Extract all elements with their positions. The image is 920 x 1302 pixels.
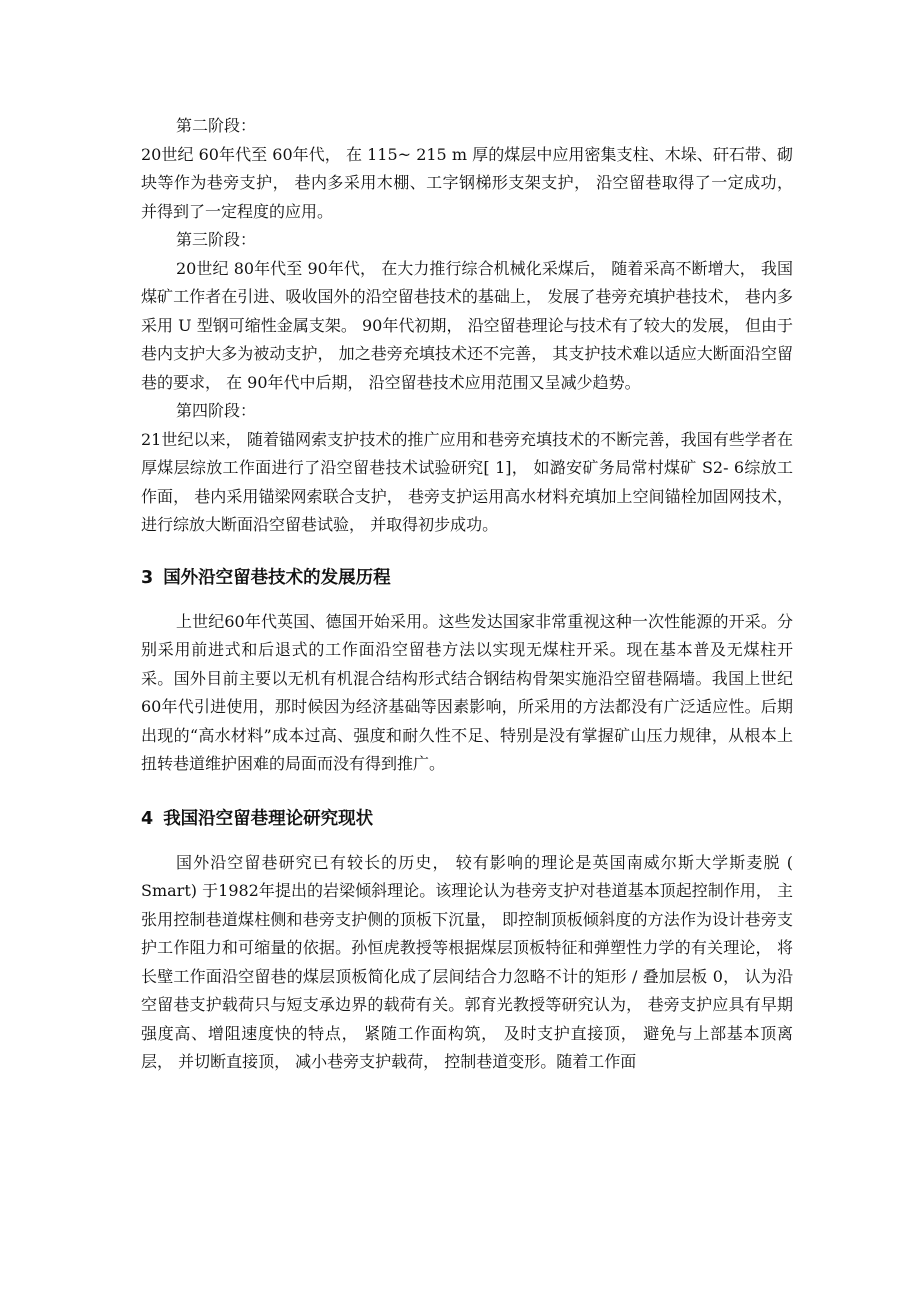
stage4-paragraph: 21世纪以来， 随着锚网索支护技术的推广应用和巷旁充填技术的不断完善，我国有些学者在厚煤层综放工作面进行了沿空留巷技术试验研究[ 1]， 如潞安矿务局常村煤矿 S2- 6综放工作面， 巷内采用锚梁网索联合支护， 巷旁支护运用高水材料充填加上空间锚栓加固网技术， 进行综放大断面沿空留巷试验， 并取得初步成功。 bbox=[141, 429, 793, 534]
section-4-paragraph: 国外沿空留巷研究已有较长的历史， 较有影响的理论是英国南威尔斯大学斯麦脱 ( Smart) 于1982年提出的岩梁倾斜理论。该理论认为巷旁支护对巷道基本顶起控制作用， 主张用控制巷道煤柱侧和巷旁支护侧的顶板下沉量， 即控制顶板倾斜度的方法作为设计巷旁支护工作阻力和可缩量的依据。孙恒虎教授等根据煤层顶板特征和弹塑性力学的有关理论， 将长壁工作面沿空留巷的煤层顶板简化成了层间结合力忽略不计的矩形 / 叠加层板 0， 认为沿空留巷支护载荷只与短支承边界的载荷有关。郭育光教授等研究认为， 巷旁支护应具有早期强度高、增阻速度快的特点， 紧随工作面构筑， 及时支护直接顶， 避免与上部基本顶离层， 并切断直接顶， 减小巷旁支护载荷， 控制巷道变形。随着工作面 bbox=[141, 852, 793, 1071]
section-4-heading bbox=[141, 805, 793, 833]
section-4-title: 我国沿空留巷理论研究现状 bbox=[163, 808, 374, 829]
stage4-label: 第四阶段： bbox=[176, 401, 257, 420]
stage3-paragraph: 20世纪 80年代至 90年代， 在大力推行综合机械化采煤后， 随着采高不断增大， 我国煤矿工作者在引进、吸收国外的沿空留巷技术的基础上， 发展了巷旁充填护巷技术， 巷内多采用 U 型钢可缩性金属支架。 90年代初期， 沿空留巷理论与技术有了较大的发展， 但由于巷内支护大多为被动支护， 加之巷旁充填技术还不完善， 其支护技术难以适应大断面沿空留巷的要求， 在 90年代中后期， 沿空留巷技术应用范围又呈减少趋势。 bbox=[141, 258, 793, 392]
section-3-number: 3 bbox=[141, 567, 154, 588]
stage2-paragraph: 20世纪 60年代至 60年代， 在 115~ 215 m 厚的煤层中应用密集支柱、木垛、矸石带、砌块等作为巷旁支护， 巷内多采用木棚、工字钢梯形支架支护， 沿空留巷取得了一定成功， 并得到了一定程度的应用。 bbox=[141, 144, 793, 221]
stage3-label: 第三阶段： bbox=[176, 230, 257, 249]
stage2-label: 第二阶段： bbox=[176, 116, 257, 135]
section-3-title: 国外沿空留巷技术的发展历程 bbox=[163, 567, 391, 588]
section-3-heading bbox=[141, 564, 793, 592]
document-page bbox=[141, 112, 793, 1077]
section-4-number: 4 bbox=[141, 808, 154, 829]
section-3-paragraph: 上世纪60年代英国、德国开始采用。这些发达国家非常重视这种一次性能源的开采。分别采用前进式和后退式的工作面沿空留巷方法以实现无煤柱开采。现在基本普及无煤柱开采。国外目前主要以无机有机混合结构形式结合钢结构骨架实施沿空留巷隔墙。我国上世纪60年代引进使用，那时候因为经济基础等因素影响，所采用的方法都没有广泛适应性。后期出现的“高水材料”成本过高、强度和耐久性不足、特别是没有掌握矿山压力规律，从根本上扭转巷道维护困难的局面而没有得到推广。 bbox=[141, 611, 793, 773]
